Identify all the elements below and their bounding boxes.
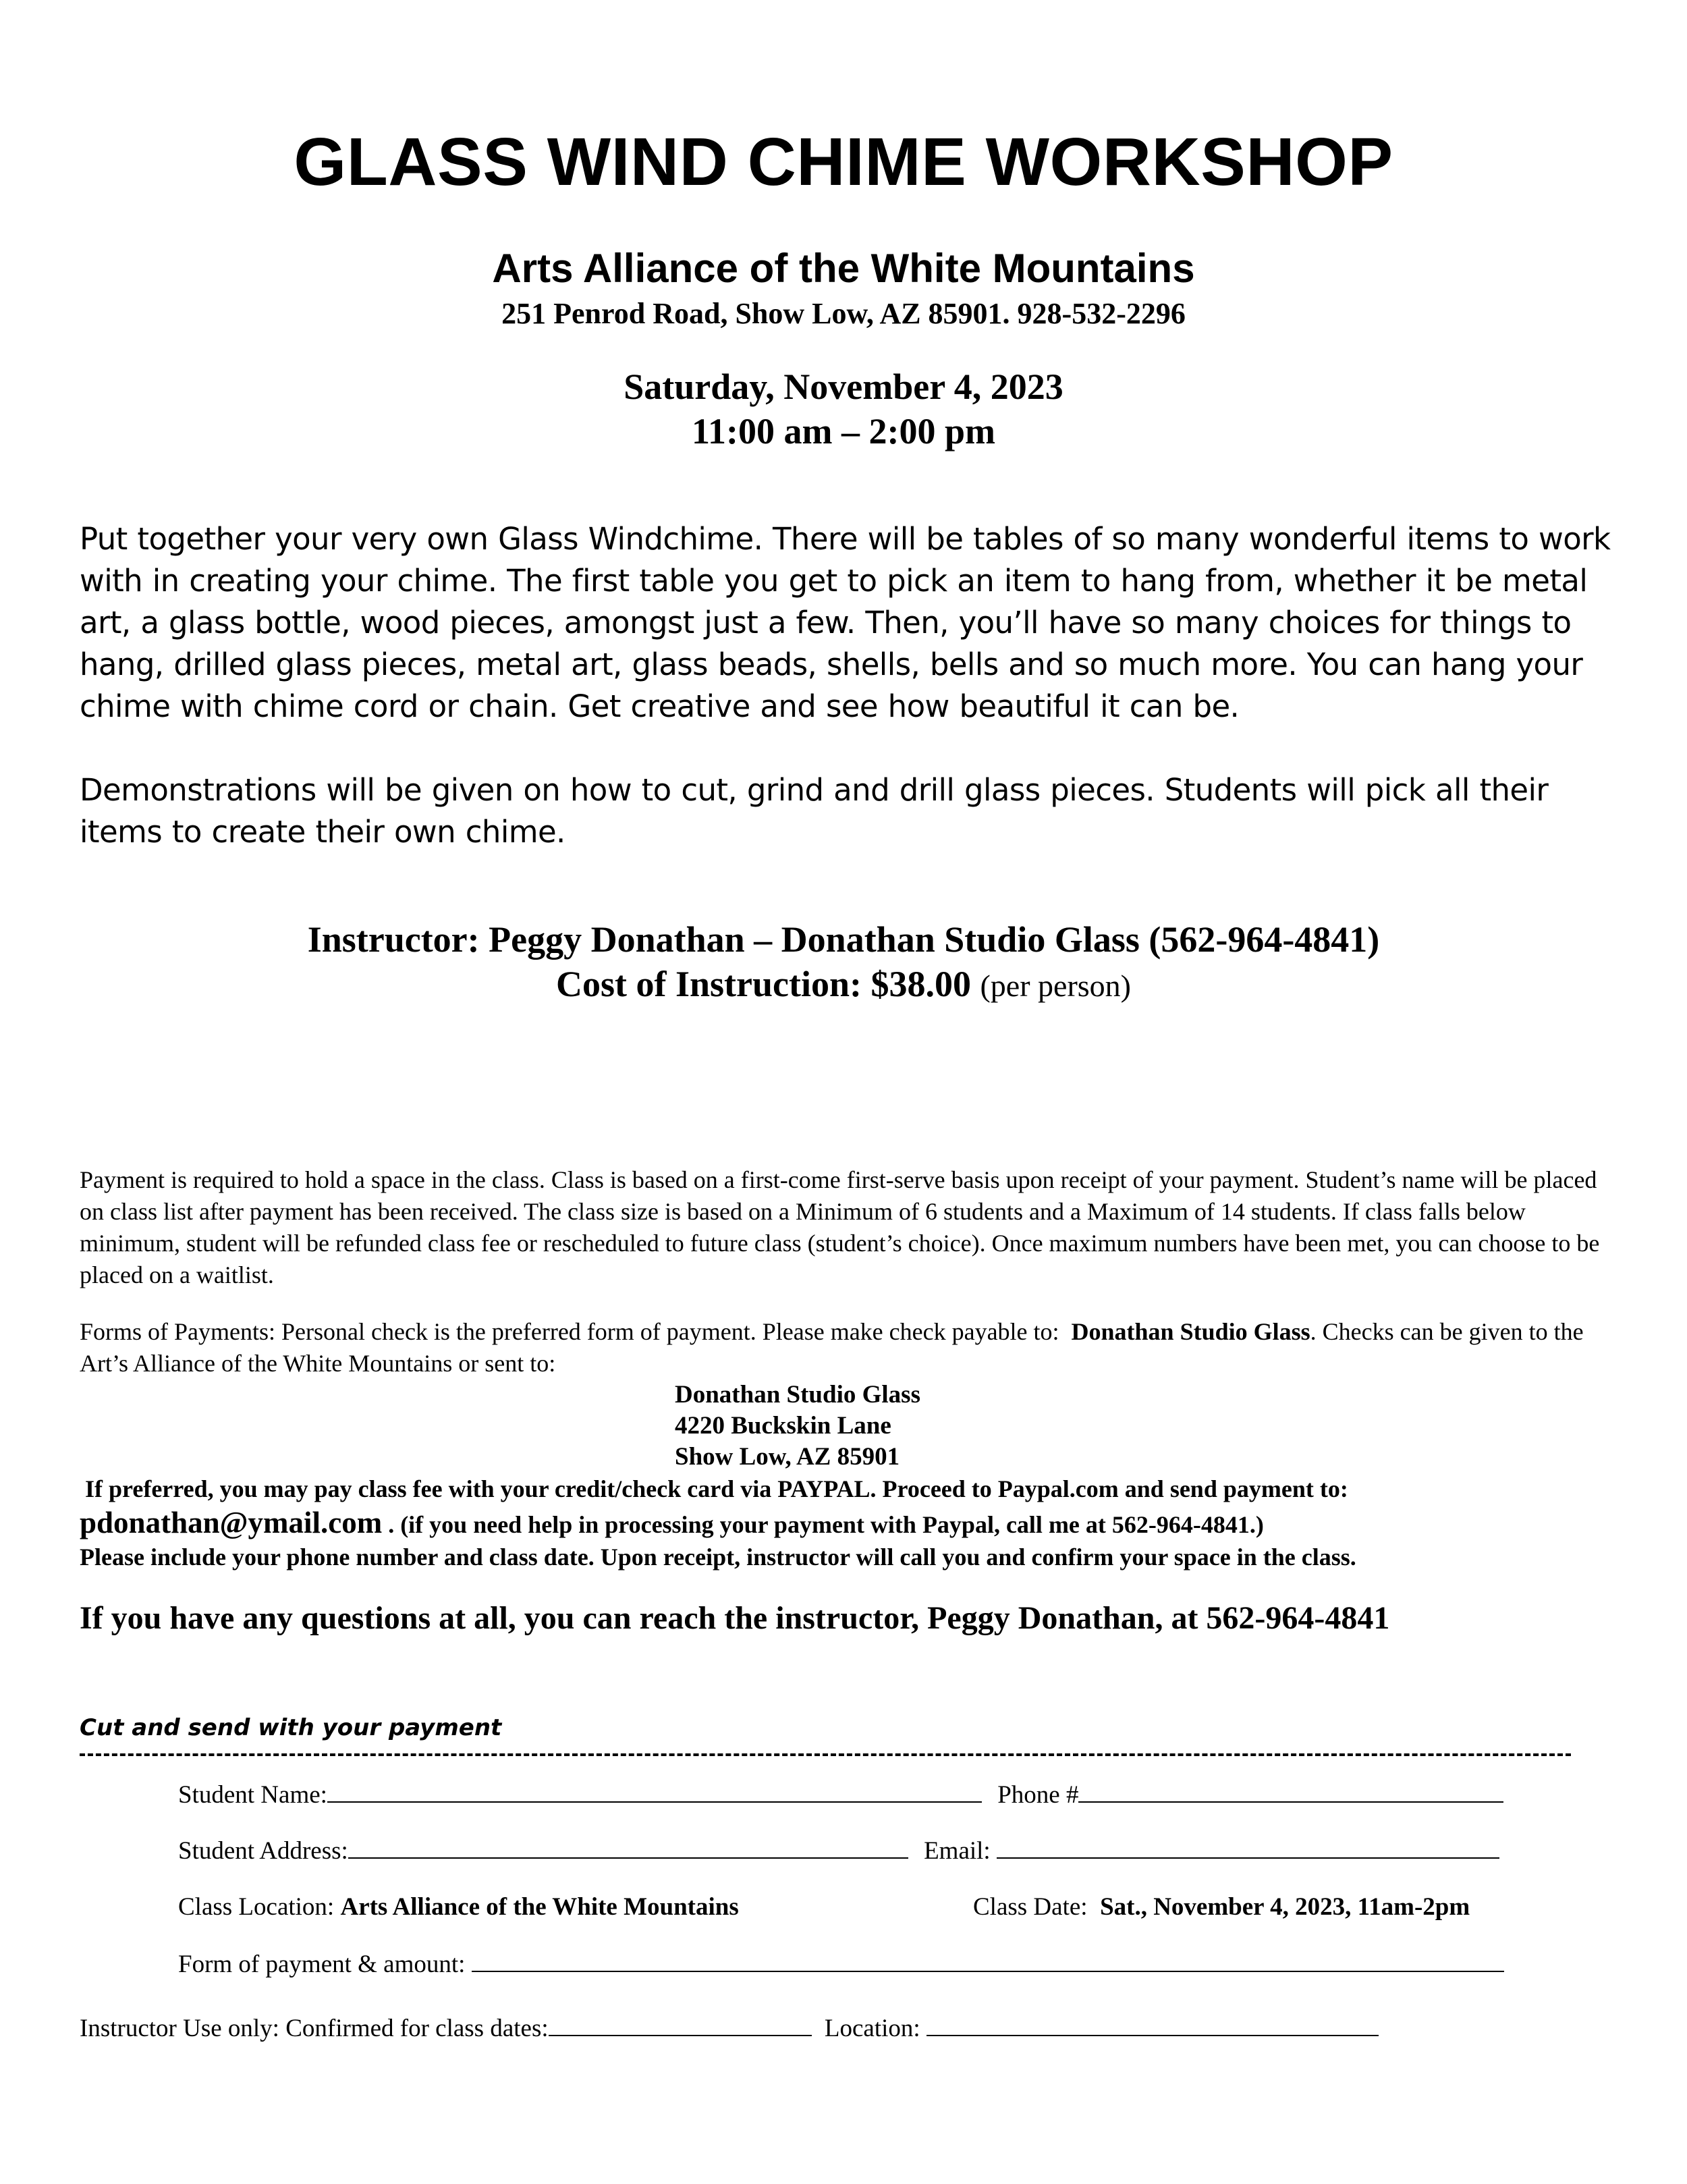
student-address-row [178,1836,1499,1867]
mailing-address [675,1380,920,1473]
mailing-address-line: 4220 Buckskin Lane [675,1412,891,1440]
class-date-row [973,1892,1470,1923]
instructor-line: Instructor: Peggy Donathan – Donathan Studio Glass (562-964-4841) [307,919,1380,960]
instructor-use-row [80,2013,1379,2044]
email-field[interactable] [997,1836,1499,1859]
organization-name: Arts Alliance of the White Mountains [492,246,1195,291]
cost-note: (per person) [980,968,1131,1003]
event-time: 11:00 am – 2:00 pm [692,411,995,452]
payment-amount-label: Form of payment & amount: [178,1950,466,1978]
paypal-instructions: If preferred, you may pay class fee with your credit/check card via PAYPAL. Proceed to Paypal.com and send payment to: [85,1475,1348,1502]
description-paragraph: Put together your very own Glass Windchime. There will be tables of so many wonderful items to work with in creating your chime. The first table you get to pick an item to hang from, whether it be metal art, a glass bottle, wood pieces, amongst just a few. Then, you’ll have so many choices for things to hang, drilled glass pieces, metal art, glass beads, shells, bells and so much more. You can hang your chime with chime cord or chain. Get creative and see how beautiful it can be. [80,521,1611,724]
phone-label: Phone # [997,1781,1079,1809]
payee-name: Donathan Studio Glass [1071,1318,1310,1345]
payment-amount-field[interactable] [472,1949,1504,1972]
student-address-field[interactable] [348,1836,908,1859]
mailing-address-line: Donathan Studio Glass [675,1381,920,1409]
class-date-value: Sat., November 4, 2023, 11am-2pm [1100,1893,1470,1921]
event-date: Saturday, November 4, 2023 [624,366,1063,407]
page-title: GLASS WIND CHIME WORKSHOP [294,124,1393,200]
student-address-label: Student Address: [178,1837,348,1865]
email-label: Email: [924,1837,991,1865]
confirmation-note: Please include your phone number and class date. Upon receipt, instructor will call you and confirm your space in the class. [80,1544,1356,1571]
student-name-field[interactable] [327,1780,982,1803]
payment-forms [80,1316,1618,1380]
location-label: Location: [824,2015,920,2042]
cut-line-divider [80,1753,1571,1756]
payment-forms-outro: . Checks can be given to the Art’s Alliance of the White Mountains or sent to: [80,1318,1584,1377]
class-location-label: Class Location: [178,1893,335,1921]
class-date-label: Class Date: [973,1893,1088,1921]
student-name-row [178,1780,1503,1811]
paypal-help-note: . (if you need help in processing your payment with Paypal, call me at 562-964-4841.) [382,1511,1264,1538]
questions-contact: If you have any questions at all, you can reach the instructor, Peggy Donathan, at 562-964-4841 [80,1600,1390,1636]
confirmed-dates-field[interactable] [549,2013,812,2036]
organization-address: 251 Penrod Road, Show Low, AZ 85901. 928-532-2296 [501,297,1186,330]
cut-label: Cut and send with your payment [80,1714,502,1741]
cost-line [0,961,1687,1009]
class-location-value: Arts Alliance of the White Mountains [340,1893,739,1921]
payment-forms-intro: Forms of Payments: Personal check is the preferred form of payment. Please make check payable to: [80,1318,1059,1345]
student-name-label: Student Name: [178,1781,327,1809]
class-location-row [178,1892,739,1923]
paypal-email: pdonathan@ymail.com [80,1506,383,1539]
cost-label: Cost of Instruction: $38.00 [555,964,971,1004]
description-paragraph: Demonstrations will be given on how to cut, grind and drill glass pieces. Students will pick all their items to create their own chime. [80,772,1549,850]
phone-field[interactable] [1078,1780,1503,1803]
location-field[interactable] [927,2013,1379,2036]
payment-policy: Payment is required to hold a space in the class. Class is based on a first-come first-serve basis upon receipt of your payment. Student’s name will be placed on class list after payment has been received. The class size is based on a Minimum of 6 students and a Maximum of 14 students. If class falls below minimum, student will be refunded class fee or rescheduled to future class (student’s choice). Once maximum numbers have been met, you can choose to be placed on a waitlist. [80,1166,1600,1288]
payment-amount-row [178,1949,1504,1980]
paypal-email-line [80,1504,1264,1544]
instructor-use-label: Instructor Use only: Confirmed for class dates: [80,2015,549,2042]
mailing-address-line: Show Low, AZ 85901 [675,1443,900,1471]
